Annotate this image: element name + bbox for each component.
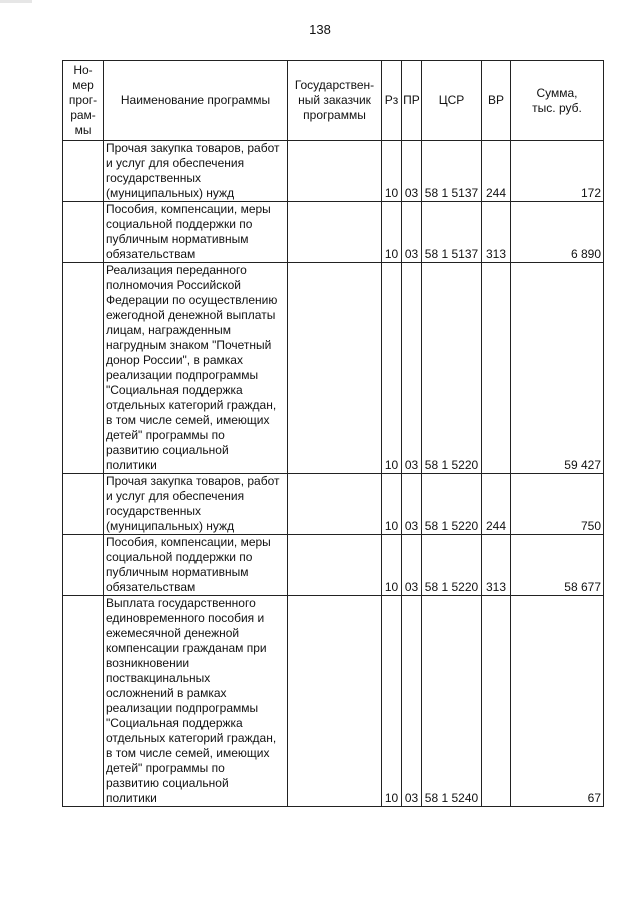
program-name-cell: Пособия, компенсации, меры социальной поддержки по публичным нормативным обязательствам bbox=[104, 202, 288, 263]
table-row bbox=[63, 141, 604, 202]
pr-cell: 03 bbox=[402, 596, 422, 807]
budget-table bbox=[62, 60, 604, 807]
header-rz: Рз bbox=[382, 61, 402, 141]
state-customer-cell bbox=[288, 535, 382, 596]
table-row bbox=[63, 596, 604, 807]
table-row bbox=[63, 535, 604, 596]
corner-mark bbox=[0, 0, 32, 3]
rz-cell: 10 bbox=[382, 474, 402, 535]
program-number-cell bbox=[63, 596, 104, 807]
sum-cell: 67 bbox=[511, 596, 604, 807]
table-row bbox=[63, 474, 604, 535]
table-row bbox=[63, 202, 604, 263]
csr-cell: 58 1 5137 bbox=[422, 202, 482, 263]
csr-cell: 58 1 5137 bbox=[422, 141, 482, 202]
rz-cell: 10 bbox=[382, 263, 402, 474]
pr-cell: 03 bbox=[402, 535, 422, 596]
program-number-cell bbox=[63, 263, 104, 474]
state-customer-cell bbox=[288, 202, 382, 263]
rz-cell: 10 bbox=[382, 596, 402, 807]
sum-cell: 59 427 bbox=[511, 263, 604, 474]
program-name-cell: Прочая закупка товаров, работ и услуг для обеспечения государственных (муниципальных) нужд bbox=[104, 474, 288, 535]
pr-cell: 03 bbox=[402, 474, 422, 535]
program-name-cell: Прочая закупка товаров, работ и услуг для обеспечения государственных (муниципальных) нужд bbox=[104, 141, 288, 202]
program-number-cell bbox=[63, 474, 104, 535]
sum-cell: 6 890 bbox=[511, 202, 604, 263]
pr-cell: 03 bbox=[402, 141, 422, 202]
header-vr: ВР bbox=[482, 61, 511, 141]
program-name-cell: Выплата государственного единовременного пособия и ежемесячной денежной компенсации гражданам при возникновении поствакцинальных осложнений в рамках реализации подпрограммы "Социальная поддержка отдельных категорий граждан, в том числе семей, имеющих детей" программы по развитию социальной политики bbox=[104, 596, 288, 807]
vr-cell: 313 bbox=[482, 202, 511, 263]
sum-cell: 172 bbox=[511, 141, 604, 202]
page-number: 138 bbox=[309, 22, 331, 37]
csr-cell: 58 1 5220 bbox=[422, 263, 482, 474]
header-csr: ЦСР bbox=[422, 61, 482, 141]
vr-cell: 313 bbox=[482, 535, 511, 596]
header-row bbox=[63, 61, 604, 141]
program-number-cell bbox=[63, 141, 104, 202]
rz-cell: 10 bbox=[382, 141, 402, 202]
rz-cell: 10 bbox=[382, 535, 402, 596]
state-customer-cell bbox=[288, 474, 382, 535]
csr-cell: 58 1 5240 bbox=[422, 596, 482, 807]
header-program-number: Но- мер прог- рам- мы bbox=[63, 61, 104, 141]
pr-cell: 03 bbox=[402, 202, 422, 263]
sum-cell: 750 bbox=[511, 474, 604, 535]
vr-cell: 244 bbox=[482, 474, 511, 535]
program-name-cell: Пособия, компенсации, меры социальной поддержки по публичным нормативным обязательствам bbox=[104, 535, 288, 596]
header-sum: Сумма, тыс. руб. bbox=[511, 61, 604, 141]
state-customer-cell bbox=[288, 596, 382, 807]
state-customer-cell bbox=[288, 263, 382, 474]
header-state-customer: Государствен- ный заказчик программы bbox=[288, 61, 382, 141]
csr-cell: 58 1 5220 bbox=[422, 474, 482, 535]
header-pr: ПР bbox=[402, 61, 422, 141]
pr-cell: 03 bbox=[402, 263, 422, 474]
rz-cell: 10 bbox=[382, 202, 402, 263]
csr-cell: 58 1 5220 bbox=[422, 535, 482, 596]
program-name-cell: Реализация переданного полномочия Российской Федерации по осуществлению ежегодной денежной выплаты лицам, награжденным нагрудным знаком "Почетный донор России", в рамках реализации подпрограммы "Социальная поддержка отдельных категорий граждан, в том числе семей, имеющих детей" программы по развитию социальной политики bbox=[104, 263, 288, 474]
vr-cell bbox=[482, 596, 511, 807]
program-number-cell bbox=[63, 535, 104, 596]
sum-cell: 58 677 bbox=[511, 535, 604, 596]
state-customer-cell bbox=[288, 141, 382, 202]
header-program-name: Наименование программы bbox=[104, 61, 288, 141]
vr-cell bbox=[482, 263, 511, 474]
table-row bbox=[63, 263, 604, 474]
program-number-cell bbox=[63, 202, 104, 263]
vr-cell: 244 bbox=[482, 141, 511, 202]
